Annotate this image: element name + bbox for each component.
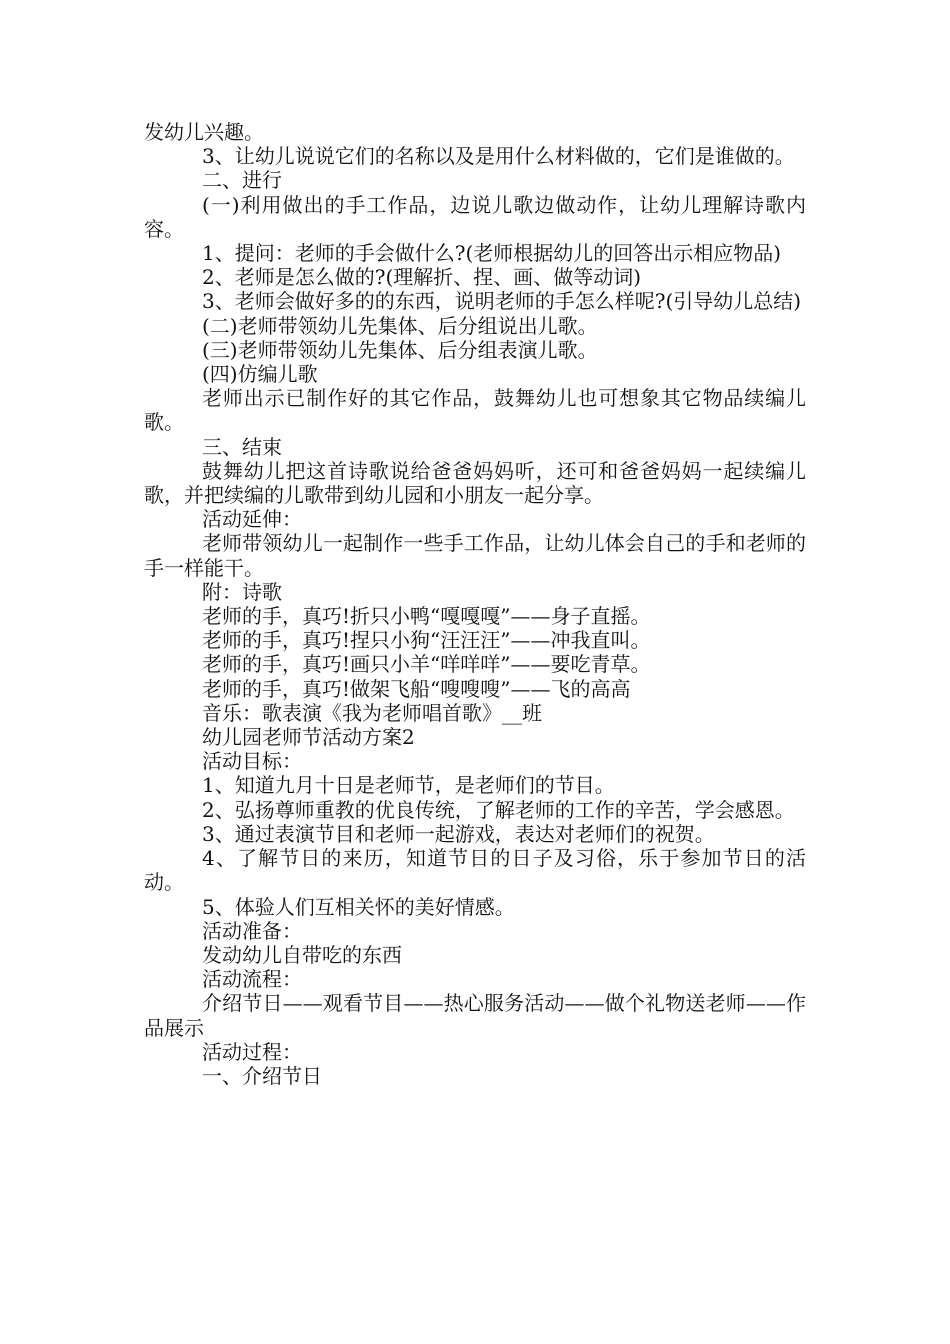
paragraph: 老师出示已制作好的其它作品，鼓舞幼儿也可想象其它物品续编儿歌。 [144, 386, 806, 435]
paragraph: 音乐：歌表演《我为老师唱首歌》__班 [202, 700, 542, 725]
section-heading: 活动准备： [202, 918, 302, 943]
section-heading: 活动流程： [202, 967, 302, 992]
section-heading: 活动目标： [202, 749, 302, 774]
paragraph: 2、老师是怎么做的?(理解折、捏、画、做等动词) [202, 265, 642, 290]
plan-title: 幼儿园老师节活动方案2 [202, 725, 415, 750]
paragraph: 2、弘扬尊师重教的优良传统，了解老师的工作的辛苦，学会感恩。 [202, 797, 795, 822]
paragraph: 3、通过表演节目和老师一起游戏，表达对老师们的祝贺。 [202, 821, 715, 846]
paragraph: 老师带领幼儿一起制作一些手工作品，让幼儿体会自己的手和老师的手一样能干。 [144, 531, 806, 580]
paragraph: 3、老师会做好多的的东西，说明老师的手怎么样呢?(引导幼儿总结) [202, 289, 802, 314]
paragraph: (三)老师带领幼儿先集体、后分组表演儿歌。 [202, 337, 598, 362]
paragraph: 1、知道九月十日是老师节，是老师们的节目。 [202, 773, 615, 798]
section-heading: 附：诗歌 [202, 579, 282, 604]
paragraph: 4、了解节日的来历，知道节日的日子及习俗，乐于参加节日的活动。 [144, 846, 806, 895]
poem-line: 老师的手，真巧!画只小羊“咩咩咩”——要吃青草。 [202, 652, 651, 677]
paragraph: (一)利用做出的手工作品，边说儿歌边做动作，让幼儿理解诗歌内容。 [144, 192, 806, 241]
paragraph: (二)老师带领幼儿先集体、后分组说出儿歌。 [202, 313, 598, 338]
paragraph: 鼓舞幼儿把这首诗歌说给爸爸妈妈听，还可和爸爸妈妈一起续编儿歌，并把续编的儿歌带到幼儿园和小朋友一起分享。 [144, 458, 806, 508]
section-heading: 二、进行 [202, 168, 282, 193]
poem-line: 老师的手，真巧!捏只小狗“汪汪汪”——冲我直叫。 [202, 628, 651, 653]
paragraph: 介绍节日——观看节目——热心服务活动——做个礼物送老师——作品展示 [144, 991, 806, 1040]
section-heading: 三、结束 [202, 434, 282, 459]
paragraph: 发动幼儿自带吃的东西 [202, 942, 402, 967]
section-heading: 活动过程： [202, 1039, 302, 1064]
paragraph: 1、提问：老师的手会做什么?(老师根据幼儿的回答出示相应物品) [202, 241, 782, 266]
document-body [144, 120, 806, 1088]
poem-line: 老师的手，真巧!做架飞船“嗖嗖嗖”——飞的高高 [202, 676, 631, 701]
paragraph: 一、介绍节日 [202, 1063, 322, 1088]
paragraph: 5、体验人们互相关怀的美好情感。 [202, 894, 515, 919]
paragraph: (四)仿编儿歌 [202, 362, 318, 387]
paragraph: 3、让幼儿说说它们的名称以及是用什么材料做的，它们是谁做的。 [202, 144, 795, 169]
section-heading: 活动延伸： [202, 507, 302, 532]
poem-line: 老师的手，真巧!折只小鸭“嘎嘎嘎”——身子直摇。 [202, 604, 651, 629]
paragraph: 发幼儿兴趣。 [144, 120, 264, 144]
